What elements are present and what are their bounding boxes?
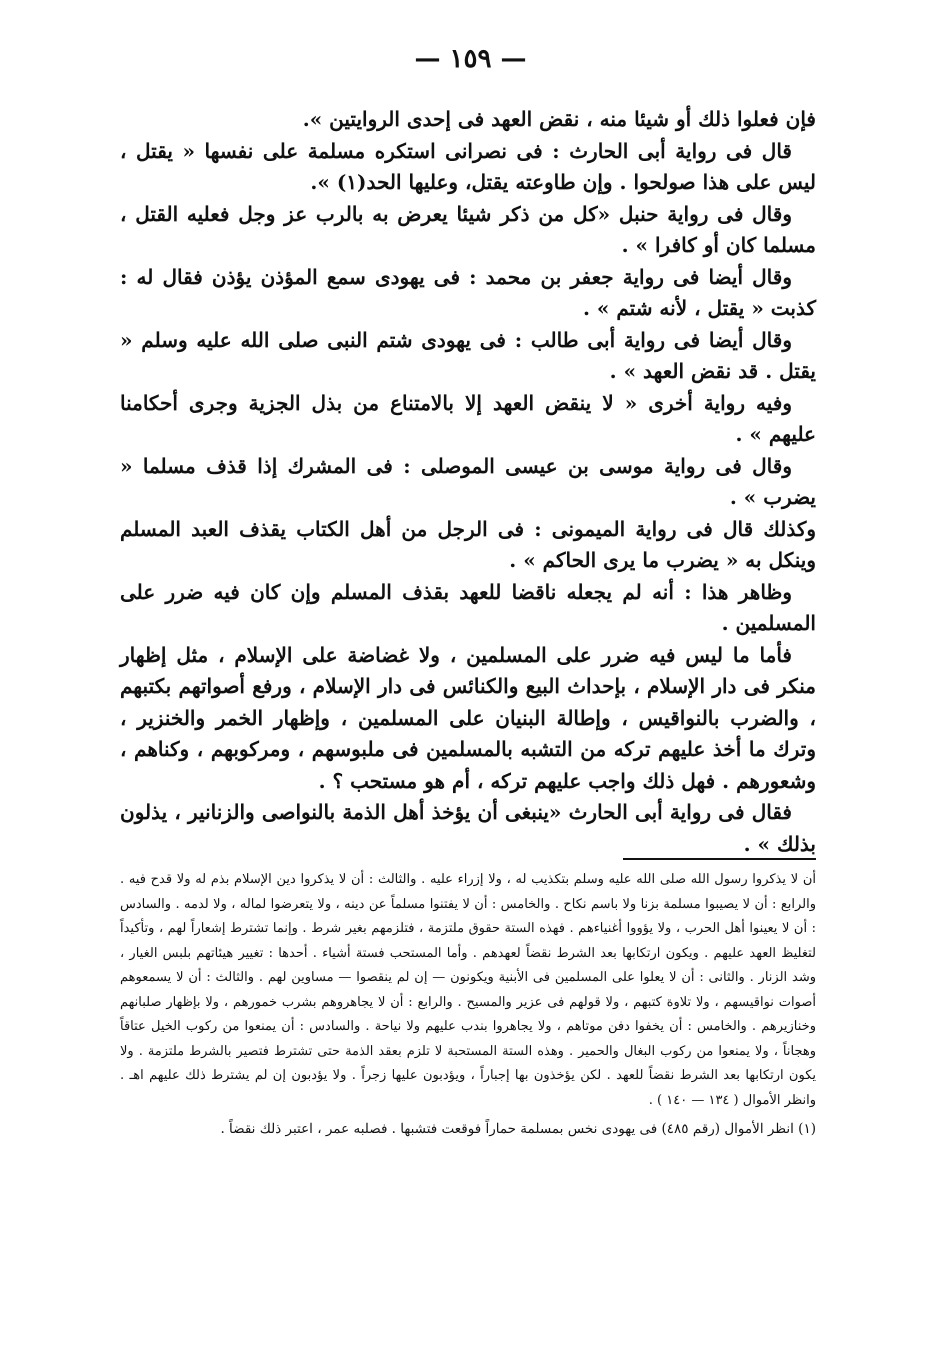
paragraph: وكذلك قال فى رواية الميمونى : فى الرجل من أهل الكتاب يقذف العبد المسلم وينكل به « يضرب ما يرى الحاكم » .: [120, 516, 816, 572]
paragraph: فأما ما ليس فيه ضرر على المسلمين ، ولا غضاضة على الإسلام ، مثل إظهار منكر فى دار الإسلام ، بإحداث البيع والكنائس فى دار الإسلام ، ورفع أصواتهم بكتبهم ، والضرب بالنواقيس ، وإطالة البنيان على المسلمين ، وإظهار الخمر والخنزير ، وترك ما أخذ عليهم تركه من التشبه بالمسلمين فى ملبوسهم ، ومركوبهم ، وكناهم ، وشعورهم . فهل ذلك واجب عليهم تركه ، أم هو مستحب ؟ .: [120, 642, 816, 793]
paragraph: وقال أيضا فى رواية جعفر بن محمد : فى يهودى سمع المؤذن يؤذن فقال له : كذبت « يقتل ، لأنه شتم » .: [120, 264, 816, 320]
paragraph: قال فى رواية أبى الحارث : فى نصرانى استكره مسلمة على نفسها « يقتل ، ليس على هذا صولحوا . وإن طاوعته يقتل، وعليها الحد(١) ».: [120, 138, 816, 194]
paragraph: وقال فى رواية موسى بن عيسى الموصلى : فى المشرك إذا قذف مسلما « يضرب » .: [120, 453, 816, 509]
footnote-1: (١) انظر الأموال (رقم ٤٨٥) فى يهودى نخس بمسلمة حماراً فوقعت فتشبها . فصلبه عمر ، اعتبر ذلك نقضاً .: [220, 1121, 816, 1137]
main-text: [120, 104, 816, 860]
paragraph: وقال فى رواية حنبل «كل من ذكر شيئا يعرض به بالرب عز وجل فعليه القتل ، مسلما كان أو كافرا » .: [120, 201, 816, 257]
footnote-divider: [623, 858, 816, 860]
paragraph: وقال أيضا فى رواية أبى طالب : فى يهودى شتم النبى صلى الله عليه وسلم « يقتل . قد نقض العهد » .: [120, 327, 816, 383]
footnote-continuation: أن لا يذكروا رسول الله صلى الله عليه وسلم بتكذيب له ، ولا إزراء عليه . والثالث : أن لا يذكروا دين الإسلام بذم له ولا قدح فيه . والرابع : أن لا يصيبوا مسلمة بزنا ولا باسم نكاح . والخامس : أن لا يفتنوا مسلماً عن دينه ، ولا يتعرضوا لماله ، ولا لدمه . والسادس : أن لا يعينوا أهل الحرب ، ولا يؤووا أغنياءهم . فهذه الستة حقوق ملتزمة ، فتلزمهم بغير شرط . وإنما تشترط إشعاراً لهم ، وتأكيداً لتغليظ العهد عليهم . ويكون ارتكابها بعد الشرط نقضاً لعهدهم . وأما المستحب فستة أشياء . أحدها : تغيير هيئاتهم بلبس الغيار ، وشد الزنار . والثانى : أن لا يعلوا على المسلمين فى الأبنية ويكونون — إن لم ينقصوا — مساوين لهم . والثالث : أن لا يسمعوهم أصوات نواقيسهم ، ولا تلاوة كتبهم ، ولا قولهم فى عزير والمسيح . والرابع : أن لا يجاهروهم بشرب خمورهم ، ولا بإظهار صلبانهم وخنازيرهم . والخامس : أن يخفوا دفن موتاهم ، ولا يجاهروا بندب عليهم ولا نياحة . والسادس : أن يمنعوا من ركوب الخيل عتاقاً وهجاناً ، ولا يمنعوا من ركوب البغال والحمير . وهذه الستة المستحبة لا تلزم بعقد الذمة حتى تشترط فتصير بالشرط ملتزمة . ولا يكون ارتكابها بعد الشرط نقضاً للعهد . لكن يؤخذون بها إجباراً ، ويؤدبون عليها زجراً . ولا يؤدبون إن لم يشترط ذلك عليهم اهـ . وانظر الأموال ( ١٣٤ — ١٤٠ ) .: [120, 872, 816, 1108]
paragraph: فقال فى رواية أبى الحارث «ينبغى أن يؤخذ أهل الذمة بالنواصى والزنانير ، يذلون بذلك » .: [120, 800, 816, 856]
page-number: — ١٥٩ —: [414, 44, 527, 74]
paragraph: فإن فعلوا ذلك أو شيئا منه ، نقض العهد فى إحدى الروايتين ».: [302, 107, 816, 131]
footnotes: [120, 868, 816, 1142]
paragraph: وفيه رواية أخرى « لا ينقض العهد إلا بالامتناع من بذل الجزية وجرى أحكامنا عليهم » .: [120, 390, 816, 446]
paragraph: وظاهر هذا : أنه لم يجعله ناقضا للعهد بقذف المسلم وإن كان فيه ضرر على المسلمين .: [120, 579, 816, 635]
